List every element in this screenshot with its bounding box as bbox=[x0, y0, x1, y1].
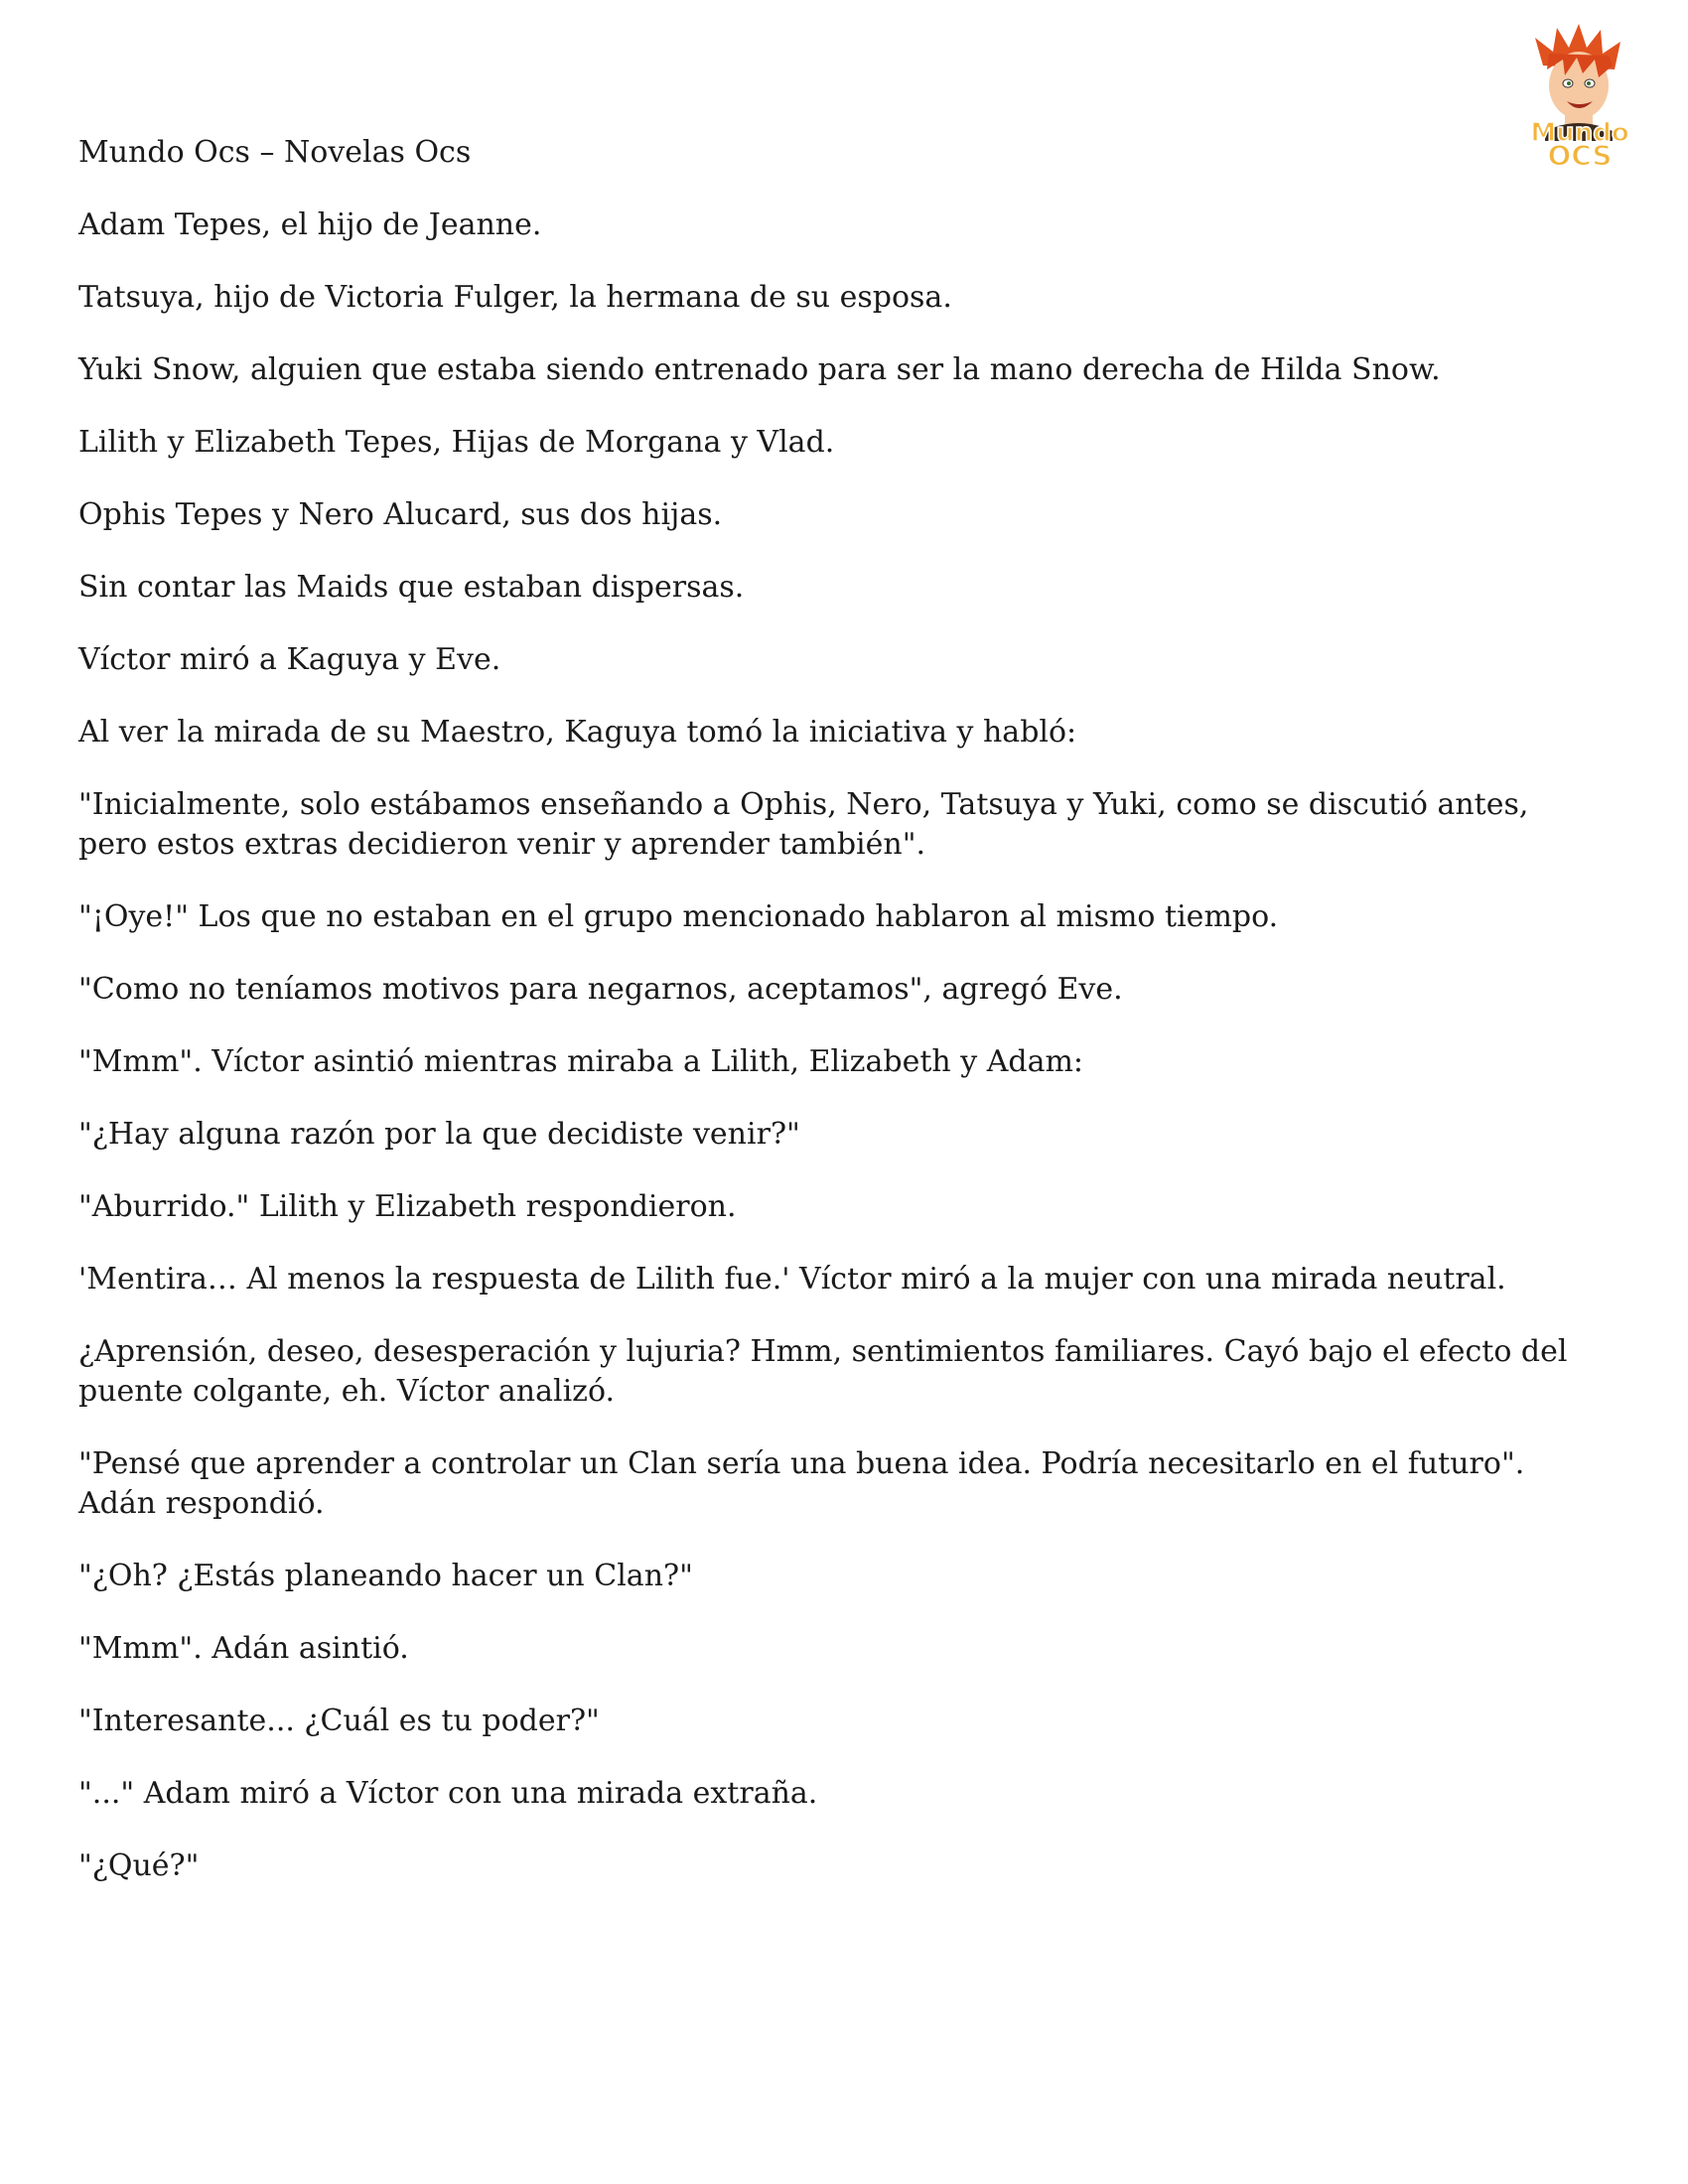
paragraph: "Aburrido." Lilith y Elizabeth respondieron. bbox=[78, 1189, 737, 1224]
paragraph: Ophis Tepes y Nero Alucard, sus dos hijas. bbox=[78, 497, 723, 532]
paragraph: Lilith y Elizabeth Tepes, Hijas de Morgana y Vlad. bbox=[78, 425, 835, 460]
paragraph: "¿Hay alguna razón por la que decidiste venir?" bbox=[78, 1117, 800, 1152]
paragraph: "Pensé que aprender a controlar un Clan sería una buena idea. Podría necesitarlo en el futuro". Adán respondió. bbox=[78, 1446, 1525, 1521]
paragraph: "Como no teníamos motivos para negarnos, aceptamos", agregó Eve. bbox=[78, 972, 1123, 1007]
paragraph: Yuki Snow, alguien que estaba siendo entrenado para ser la mano derecha de Hilda Snow. bbox=[78, 352, 1441, 387]
document-body bbox=[78, 205, 1588, 1919]
paragraph: "Inicialmente, solo estábamos enseñando a Ophis, Nero, Tatsuya y Yuki, como se discutió antes, pero estos extras decidieron venir y aprender también". bbox=[78, 787, 1529, 862]
logo-text-mundo: Mundo bbox=[1530, 118, 1629, 148]
paragraph: "..." Adam miró a Víctor con una mirada extraña. bbox=[78, 1776, 818, 1811]
paragraph: Víctor miró a Kaguya y Eve. bbox=[78, 642, 501, 677]
paragraph: "Interesante... ¿Cuál es tu poder?" bbox=[78, 1704, 600, 1738]
paragraph: "¡Oye!" Los que no estaban en el grupo mencionado hablaron al mismo tiempo. bbox=[78, 899, 1279, 934]
document-header-title: Mundo Ocs – Novelas Ocs bbox=[78, 135, 472, 170]
mundo-ocs-logo bbox=[1505, 20, 1654, 169]
paragraph: ¿Aprensión, deseo, desesperación y lujuria? Hmm, sentimientos familiares. Cayó bajo el efecto del puente colgante, eh. Víctor analizó. bbox=[78, 1334, 1568, 1409]
paragraph: "¿Qué?" bbox=[78, 1848, 200, 1883]
paragraph: "Mmm". Adán asintió. bbox=[78, 1631, 409, 1666]
paragraph: "¿Oh? ¿Estás planeando hacer un Clan?" bbox=[78, 1559, 693, 1593]
paragraph: Al ver la mirada de su Maestro, Kaguya tomó la iniciativa y habló: bbox=[78, 715, 1077, 750]
paragraph: Sin contar las Maids que estaban dispersas. bbox=[78, 570, 745, 605]
paragraph: "Mmm". Víctor asintió mientras miraba a Lilith, Elizabeth y Adam: bbox=[78, 1044, 1084, 1079]
mundo-ocs-logo-art bbox=[1505, 20, 1654, 169]
paragraph: Adam Tepes, el hijo de Jeanne. bbox=[78, 207, 542, 242]
paragraph: Tatsuya, hijo de Victoria Fulger, la hermana de su esposa. bbox=[78, 280, 952, 315]
paragraph: 'Mentira… Al menos la respuesta de Lilith fue.' Víctor miró a la mujer con una mirada neutral. bbox=[78, 1262, 1506, 1297]
logo-text-ocs: OCS bbox=[1547, 139, 1613, 169]
